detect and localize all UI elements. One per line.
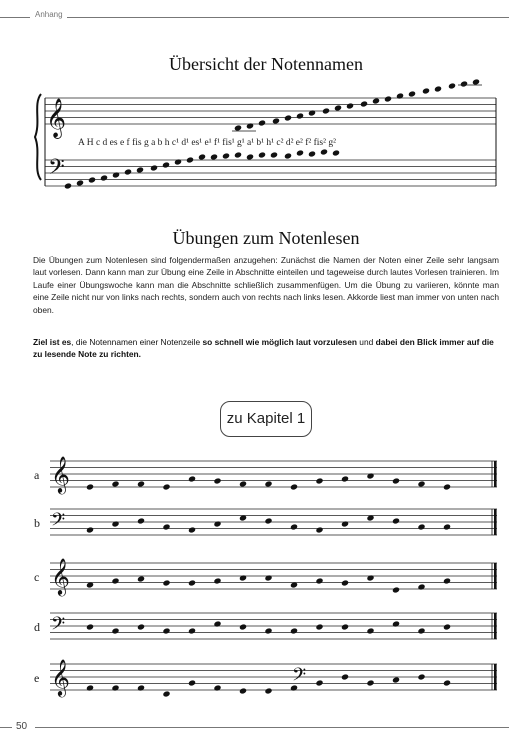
note-head <box>137 623 145 630</box>
note-head <box>112 171 120 178</box>
final-barline-thick <box>494 563 497 589</box>
note-head <box>88 176 96 183</box>
note-head <box>360 100 368 107</box>
note-head <box>315 477 323 484</box>
note-head <box>290 483 298 490</box>
note-head <box>448 82 456 89</box>
note-head <box>472 78 480 85</box>
note-head <box>162 483 170 490</box>
note-head <box>111 480 119 487</box>
note-head <box>322 107 330 114</box>
note-head <box>111 684 119 691</box>
row-label: c <box>34 570 40 584</box>
note-head <box>213 477 221 484</box>
note-head <box>417 523 425 530</box>
note-head <box>124 168 132 175</box>
note-head <box>188 475 196 482</box>
note-head <box>341 579 349 586</box>
final-barline-thick <box>494 664 497 690</box>
treble-clef-icon: 𝄞 <box>51 658 70 696</box>
exercise-row-d <box>34 613 497 639</box>
note-head <box>443 523 451 530</box>
row-label: e <box>34 671 40 685</box>
note-head <box>234 151 242 158</box>
goal-bold-5: dabei den Blick immer auf die zu lesende Note zu richten. <box>33 337 494 360</box>
note-head <box>239 687 247 694</box>
exercise-staves <box>34 455 497 698</box>
note-head <box>290 627 298 634</box>
note-head <box>408 90 416 97</box>
note-head <box>341 673 349 680</box>
row-label: b <box>34 516 40 530</box>
note-head <box>264 517 272 524</box>
note-head <box>150 164 158 171</box>
note-head <box>198 153 206 160</box>
note-head <box>239 623 247 630</box>
row-label: a <box>34 468 40 482</box>
bass-clef-icon: 𝄢 <box>292 665 307 690</box>
note-head <box>174 158 182 165</box>
note-head <box>264 687 272 694</box>
note-head <box>188 526 196 533</box>
note-head <box>239 480 247 487</box>
note-head <box>392 620 400 627</box>
bass-clef-icon: 𝄢 <box>51 614 66 639</box>
note-head <box>341 520 349 527</box>
note-head <box>315 679 323 686</box>
goal-text-4: und <box>356 337 376 347</box>
note-head <box>162 690 170 697</box>
note-head <box>417 480 425 487</box>
note-head <box>76 179 84 186</box>
note-head <box>239 574 247 581</box>
note-head <box>346 102 354 109</box>
final-barline-thick <box>494 509 497 535</box>
note-head <box>86 684 94 691</box>
note-head <box>396 92 404 99</box>
note-head <box>422 87 430 94</box>
note-head <box>417 673 425 680</box>
final-barline-thick <box>494 613 497 639</box>
note-head <box>392 676 400 683</box>
note-head <box>443 577 451 584</box>
note-head <box>392 586 400 593</box>
note-head <box>162 579 170 586</box>
row-label: d <box>34 620 40 634</box>
note-head <box>341 623 349 630</box>
section-label: Anhang <box>35 10 63 19</box>
note-head <box>366 574 374 581</box>
note-head <box>111 520 119 527</box>
note-head <box>213 620 221 627</box>
note-head <box>222 152 230 159</box>
note-head <box>341 475 349 482</box>
footer-rule-left <box>0 727 12 728</box>
note-head <box>188 627 196 634</box>
staff-brace <box>35 94 41 180</box>
note-head <box>417 583 425 590</box>
note-head <box>213 684 221 691</box>
note-head <box>186 156 194 163</box>
note-head <box>213 577 221 584</box>
note-head <box>111 627 119 634</box>
treble-clef-icon: 𝄞 <box>51 455 70 493</box>
note-head <box>264 480 272 487</box>
note-head <box>392 477 400 484</box>
note-head <box>284 152 292 159</box>
treble-clef-icon: 𝄞 <box>51 557 70 595</box>
note-head <box>332 149 340 156</box>
note-head <box>258 151 266 158</box>
note-head <box>334 104 342 111</box>
note-head <box>460 80 468 87</box>
note-head <box>188 579 196 586</box>
footer-rule-right <box>35 727 509 728</box>
note-head <box>86 483 94 490</box>
note-head <box>296 149 304 156</box>
note-head <box>272 117 280 124</box>
note-head <box>86 623 94 630</box>
note-head <box>417 627 425 634</box>
note-head <box>320 148 328 155</box>
note-head <box>100 174 108 181</box>
page-footer <box>0 720 532 734</box>
goal-bold-1: Ziel ist es <box>33 337 72 347</box>
note-head <box>246 153 254 160</box>
note-head <box>366 472 374 479</box>
bass-staff-lines <box>45 160 496 186</box>
note-head <box>315 577 323 584</box>
overview-grand-staff <box>35 78 496 189</box>
note-head <box>162 627 170 634</box>
note-head <box>366 679 374 686</box>
goal-paragraph <box>33 336 499 361</box>
note-head <box>296 112 304 119</box>
note-head <box>270 151 278 158</box>
exercise-row-e <box>34 658 497 698</box>
note-head <box>264 627 272 634</box>
note-head <box>162 523 170 530</box>
note-head <box>188 679 196 686</box>
note-head <box>372 97 380 104</box>
note-head <box>315 623 323 630</box>
intro-paragraph: Die Übungen zum Notenlesen sind folgendermaßen anzugehen: Zunächst die Namen der Noten einer Zeile sehr langsam laut vorlesen. Dann kann man zur Übung eine Zeile in Abschnitte einteilen und tageweise durch lautes Vorlesen trainieren. Im Laufe einer Übungswoche kann man die Abschnitte schließlich zusammenfügen. Um die Übung zu variieren, könnte man eine Zeile nicht nur von links nach rechts, sondern auch von rechts nach links lesen. Akkorde liest man immer von unten nach oben. <box>33 255 499 315</box>
page-number: 50 <box>16 721 28 732</box>
note-head <box>64 182 72 189</box>
note-head <box>366 627 374 634</box>
goal-bold-3: so schnell wie möglich laut vorzulesen <box>202 337 357 347</box>
note-head <box>137 575 145 582</box>
note-head <box>162 161 170 168</box>
chapter-label-box: zu Kapitel 1 <box>220 401 312 437</box>
note-head <box>258 119 266 126</box>
note-head <box>434 85 442 92</box>
note-head <box>308 150 316 157</box>
bass-clef-icon: 𝄢 <box>51 510 66 535</box>
note-head <box>308 109 316 116</box>
treble-staff-lines <box>45 98 496 124</box>
note-head <box>234 124 242 131</box>
goal-text-2: , die Notennamen einer Notenzeile <box>71 337 203 347</box>
note-head <box>136 166 144 173</box>
note-head <box>290 523 298 530</box>
note-head <box>246 122 254 129</box>
note-head <box>137 684 145 691</box>
exercise-row-a <box>34 455 497 494</box>
note-names-line: A H c d es e f fis g a b h c¹ d¹ es¹ e¹ f¹ fis¹ g¹ a¹ b¹ h¹ c² d² e² f² fis² g² <box>78 138 336 148</box>
note-head <box>137 480 145 487</box>
note-head <box>213 520 221 527</box>
bass-clef-icon: 𝄢 <box>48 155 65 185</box>
note-head <box>384 95 392 102</box>
note-head <box>264 574 272 581</box>
note-head <box>392 517 400 524</box>
treble-clef-icon: 𝄞 <box>46 98 67 138</box>
exercise-row-c <box>34 557 497 596</box>
note-head <box>210 153 218 160</box>
note-head <box>86 526 94 533</box>
overview-title: Übersicht der Notennamen <box>169 54 363 74</box>
note-head <box>137 517 145 524</box>
note-head <box>111 577 119 584</box>
note-head <box>284 114 292 121</box>
final-barline-thick <box>494 461 497 487</box>
note-head <box>443 623 451 630</box>
note-head <box>315 526 323 533</box>
note-head <box>443 679 451 686</box>
exercises-title: Übungen zum Notenlesen <box>172 228 360 248</box>
note-head <box>443 483 451 490</box>
exercise-row-b <box>34 509 497 535</box>
